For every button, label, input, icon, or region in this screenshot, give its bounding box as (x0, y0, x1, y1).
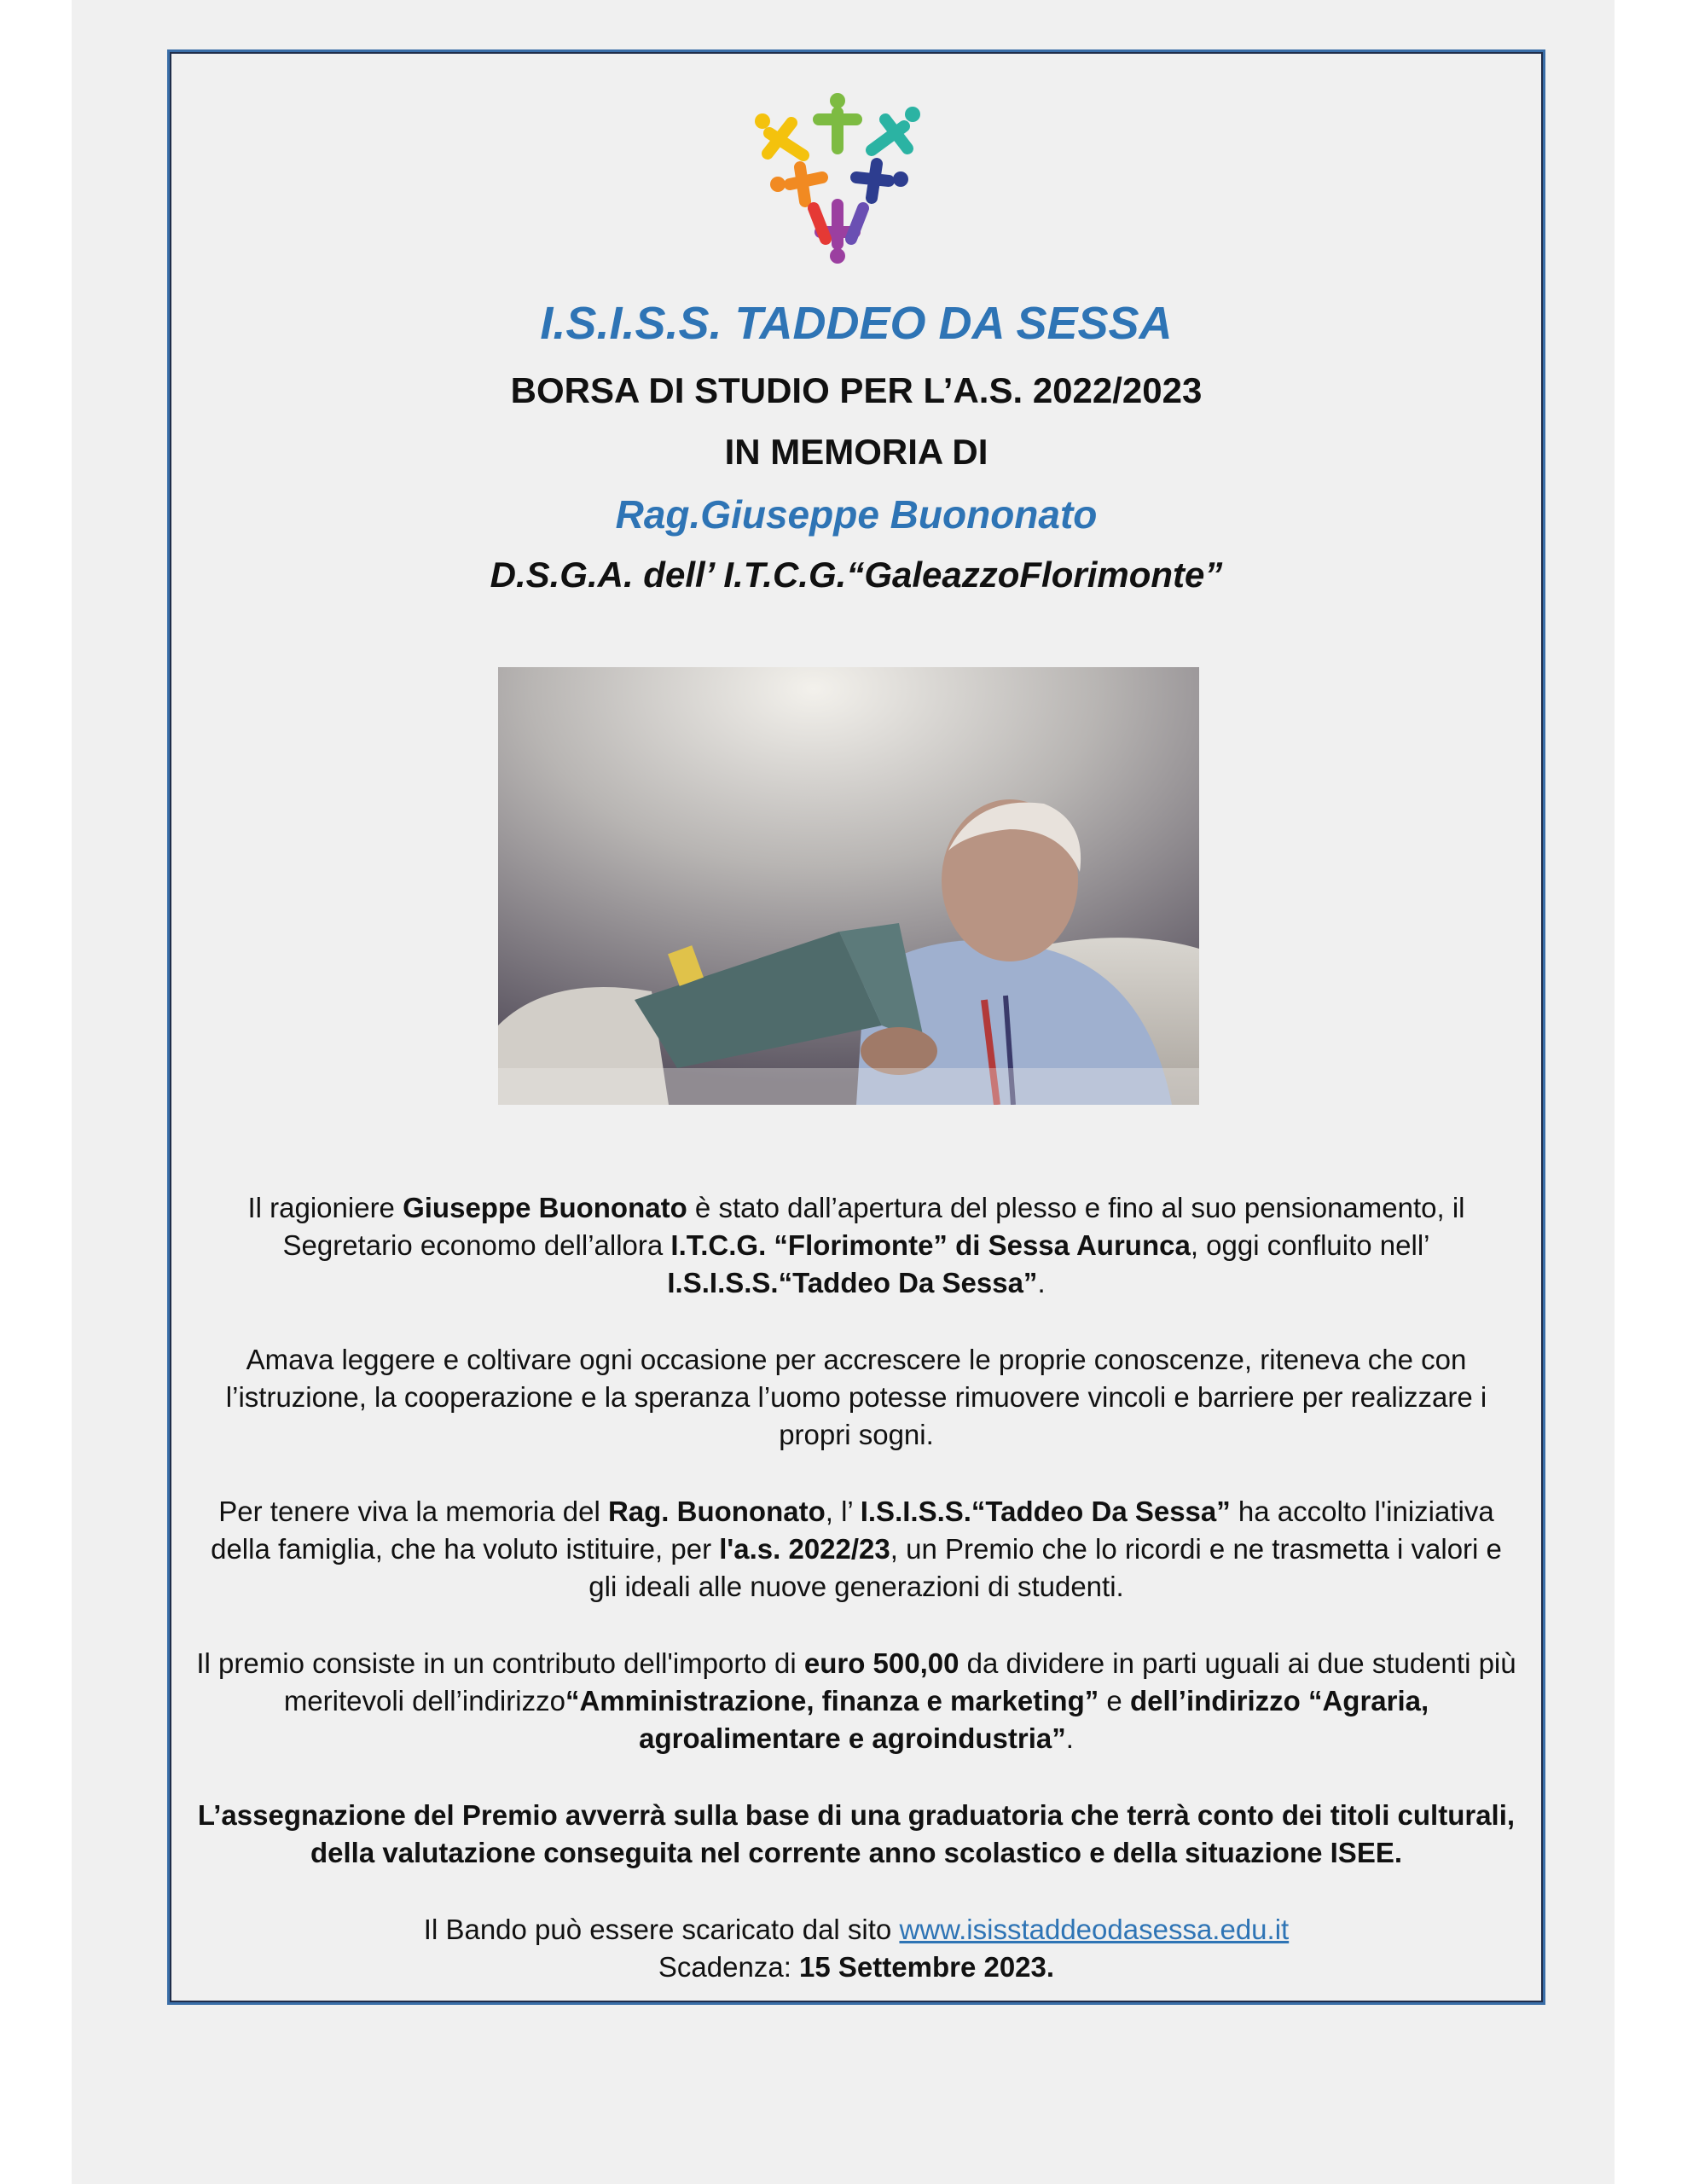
bold-text: Rag. Buononato (607, 1496, 826, 1527)
portrait-photo (498, 667, 1199, 1105)
memorial-heading: IN MEMORIA DI (724, 432, 988, 472)
page-margin-left (0, 0, 72, 2184)
deadline-date: 15 Settembre 2023. (799, 1951, 1055, 1983)
paragraph-biography (196, 1189, 1516, 1302)
text: . (1037, 1267, 1046, 1298)
deadline-label: Scadenza: (658, 1951, 800, 1983)
honoree-role: D.S.G.A. dell’ I.T.C.G.“GaleazzoFlorimonte” (490, 555, 1223, 595)
text: Per tenere viva la memoria del (218, 1496, 608, 1527)
bold-text: “Amministrazione, finanza e marketing” (565, 1685, 1099, 1716)
page-margin-right (1615, 0, 1687, 2184)
text: , un Premio che lo ricordi e ne trasmetta i valori e gli ideali alle nuove generazioni di studenti. (588, 1533, 1502, 1602)
text: e (1099, 1685, 1130, 1716)
paragraph-prize (196, 1645, 1516, 1757)
text: , l’ (825, 1496, 861, 1527)
text: Il premio consiste in un contributo dell'importo di (196, 1647, 804, 1679)
paragraph-initiative (196, 1493, 1516, 1606)
paragraph-download (196, 1911, 1516, 1986)
scholarship-title: BORSA DI STUDIO PER L’A.S. 2022/2023 (510, 370, 1203, 410)
text: , oggi confluito nell’ (1190, 1229, 1430, 1261)
text: da dividere in parti uguali ai due studenti più meritevoli dell’indirizzo (283, 1647, 1516, 1716)
text: . (1065, 1722, 1074, 1754)
text: è stato dall’apertura del plesso e fino al suo pensionamento, il Segretario economo dell’allora (282, 1192, 1465, 1261)
paragraph-values: Amava leggere e coltivare ogni occasione per accrescere le proprie conoscenze, riteneva che con l’istruzione, la cooperazione e la speranza l’uomo potesse rimuovere vincoli e barriere per realizzare i propri sogni. (225, 1344, 1487, 1450)
paragraph-assignment: L’assegnazione del Premio avverrà sulla base di una graduatoria che terrà conto dei titoli culturali, della valutazione conseguita nel corrente anno scolastico e della situazione ISEE. (197, 1799, 1516, 1868)
text: ha accolto l'iniziativa della famiglia, che ha voluto istituire, per (211, 1496, 1494, 1565)
bold-text: I.S.I.S.S.“Taddeo Da Sessa” (860, 1496, 1231, 1527)
text: Il ragioniere (247, 1192, 403, 1223)
bold-text: Giuseppe Buononato (403, 1192, 687, 1223)
website-link[interactable]: www.isisstaddeodasessa.edu.it (899, 1914, 1290, 1945)
bold-text: I.S.I.S.S.“Taddeo Da Sessa” (667, 1267, 1038, 1298)
text: Il Bando può essere scaricato dal sito (423, 1914, 900, 1945)
school-title: I.S.I.S.S. TADDEO DA SESSA (540, 298, 1173, 349)
bold-text: euro 500,00 (803, 1647, 959, 1679)
bold-text: l'a.s. 2022/23 (719, 1533, 890, 1565)
bold-text: dell’indirizzo “Agraria, agroalimentare e agroindustria” (639, 1685, 1429, 1754)
bold-text: I.T.C.G. “Florimonte” di Sessa Aurunca (670, 1229, 1191, 1261)
honoree-name: Rag.Giuseppe Buononato (615, 492, 1098, 537)
school-logo-icon (744, 89, 931, 264)
